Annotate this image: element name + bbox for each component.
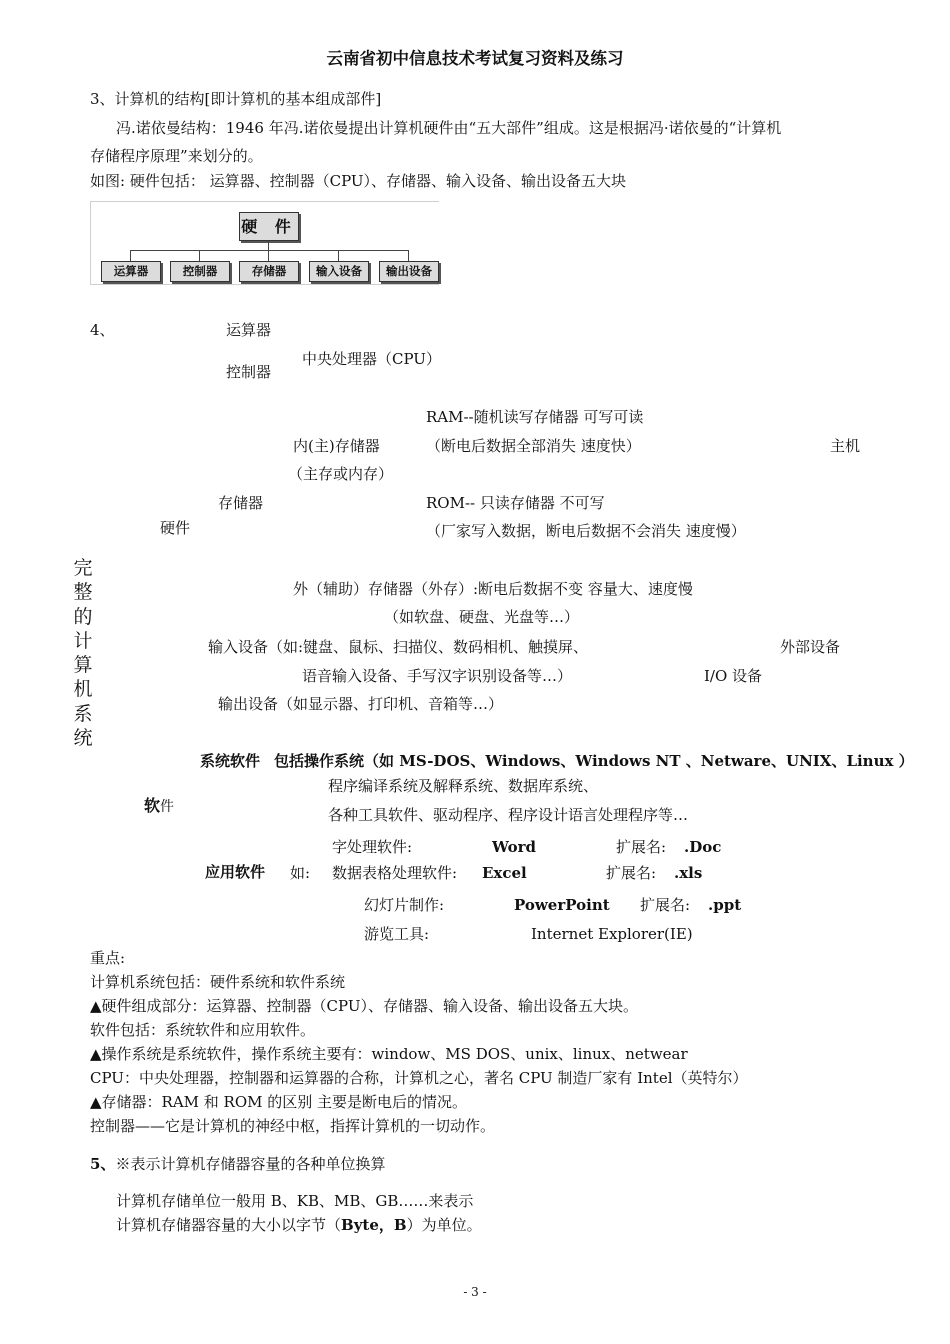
system-software-label: 系统软件 <box>200 752 261 770</box>
tree-rom-1: ROM-- 只读存储器 不可写 <box>426 494 605 512</box>
diagram-box-storage: 存储器 <box>239 261 299 282</box>
app-ppt-name: 幻灯片制作: <box>364 896 445 914</box>
section-5-title: ※表示计算机存储器容量的各种单位换算 <box>115 1155 386 1173</box>
page-number: - 3 - <box>463 1285 487 1299</box>
hardware-diagram <box>90 201 439 285</box>
system-software-line-2: 程序编译系统及解释系统、数据库系统、 <box>328 777 599 795</box>
app-excel-ext: .xls <box>674 864 703 882</box>
tree-ram-2: （断电后数据全部消失 速度快） <box>426 437 641 455</box>
app-word-ext: .Doc <box>684 838 722 856</box>
section-5-line-2 <box>116 1216 482 1236</box>
app-excel-ext-label: 扩展名: <box>606 864 657 882</box>
software-char: 软 <box>144 796 161 815</box>
vertical-title-char: 系 <box>73 702 93 725</box>
vertical-title <box>71 556 95 750</box>
section-5-heading <box>90 1155 385 1175</box>
keypoint-line: 计算机系统包括：硬件系统和软件系统 <box>90 973 346 991</box>
vertical-title-char: 的 <box>73 605 93 628</box>
diagram-box-alu: 运算器 <box>101 261 161 282</box>
vertical-title-char: 机 <box>73 678 93 701</box>
section-3-para-1: 冯.诺依曼结构：1946 年冯.诺依曼提出计算机硬件由“五大部件”组成。这是根据冯·诺依曼的“计算机 <box>116 119 782 137</box>
software-char: 件 <box>160 799 175 815</box>
tree-ram-1: RAM--随机读写存储器 可写可读 <box>426 408 644 426</box>
app-ie-name: 游览工具: <box>364 925 430 943</box>
page-title: 云南省初中信息技术考试复习资料及练习 <box>326 49 624 68</box>
diagram-root-box: 硬 件 <box>239 212 299 241</box>
tree-rom-2: （厂家写入数据，断电后数据不会消失 速度慢） <box>426 522 746 540</box>
vertical-title-char: 算 <box>73 654 93 677</box>
keypoint-line: CPU：中央处理器，控制器和运算器的合称，计算机之心，著名 CPU 制造厂家有 Intel（英特尔） <box>90 1069 748 1087</box>
section-5-number: 5、 <box>90 1155 116 1173</box>
app-ppt-ext: .ppt <box>708 896 742 914</box>
diagram-box-output: 输出设备 <box>379 261 439 282</box>
tree-io: I/O 设备 <box>704 667 763 685</box>
app-ppt-program: PowerPoint <box>514 896 610 914</box>
tree-input-1: 输入设备（如:键盘、鼠标、扫描仪、数码相机、触摸屏、 <box>208 638 589 656</box>
app-ppt-ext-label: 扩展名: <box>640 896 691 914</box>
vertical-title-char: 完 <box>73 557 93 579</box>
tree-storage: 存储器 <box>218 494 264 512</box>
tree-alu: 运算器 <box>226 321 272 339</box>
diagram-connector <box>268 241 269 250</box>
keypoint-line: ▲存储器：RAM 和 ROM 的区别 主要是断电后的情况。 <box>90 1093 468 1111</box>
diagram-connector <box>199 250 200 261</box>
tree-external-storage: 外（辅助）存储器（外存）:断电后数据不变 容量大、速度慢 <box>293 580 693 598</box>
section-4-number: 4、 <box>90 321 115 339</box>
tree-cpu: 中央处理器（CPU） <box>302 350 441 368</box>
diagram-connector <box>130 250 408 251</box>
app-ie-program: Internet Explorer(IE) <box>531 925 693 943</box>
diagram-connector <box>408 250 409 261</box>
section-5-line-2-post: ）为单位。 <box>406 1216 482 1234</box>
software-label <box>144 796 174 817</box>
system-software-line-3: 各种工具软件、驱动程序、程序设计语言处理程序等… <box>328 806 689 824</box>
application-software-such-as: 如: <box>290 864 311 882</box>
diagram-box-controller: 控制器 <box>170 261 230 282</box>
application-software-label: 应用软件 <box>205 863 266 881</box>
section-5-line-2-pre: 计算机存储器容量的大小以字节（ <box>116 1216 342 1234</box>
app-word-ext-label: 扩展名: <box>616 838 667 856</box>
vertical-title-char: 整 <box>73 581 93 604</box>
tree-peripheral: 外部设备 <box>780 638 841 656</box>
section-3-heading: 3、计算机的结构[即计算机的基本组成部件] <box>90 90 382 108</box>
keypoint-line: ▲操作系统是系统软件，操作系统主要有：window、MS DOS、unix、linux、netwear <box>90 1045 688 1063</box>
tree-output: 输出设备（如显示器、打印机、音箱等…） <box>218 695 504 713</box>
section-3-para-3: 如图: 硬件包括： 运算器、控制器（CPU）、存储器、输入设备、输出设备五大块 <box>90 172 627 190</box>
app-excel-program: Excel <box>482 864 527 882</box>
tree-input-2: 语音输入设备、手写汉字识别设备等…） <box>302 667 573 685</box>
tree-external-note: （如软盘、硬盘、光盘等…） <box>384 608 580 626</box>
keypoint-line: ▲硬件组成部分：运算器、控制器（CPU）、存储器、输入设备、输出设备五大块。 <box>90 997 638 1015</box>
keypoint-line: 软件包括：系统软件和应用软件。 <box>90 1021 316 1039</box>
tree-internal-storage: 内(主)存储器 <box>293 437 380 455</box>
section-5-line-1: 计算机存储单位一般用 B、KB、MB、GB……来表示 <box>116 1192 474 1210</box>
tree-controller: 控制器 <box>226 363 272 381</box>
section-5-line-2-unit: Byte，B <box>341 1216 407 1234</box>
keypoint-line: 控制器——它是计算机的神经中枢，指挥计算机的一切动作。 <box>90 1117 496 1135</box>
vertical-title-char: 统 <box>73 727 93 750</box>
vertical-title-char: 计 <box>73 629 93 652</box>
tree-internal-note: （主存或内存） <box>288 465 394 483</box>
diagram-connector <box>338 250 339 261</box>
diagram-connector <box>130 250 131 261</box>
diagram-connector <box>268 250 269 261</box>
diagram-box-input: 输入设备 <box>309 261 369 282</box>
app-word-program: Word <box>492 838 537 856</box>
app-word-name: 字处理软件: <box>332 838 413 856</box>
keypoints-heading: 重点: <box>90 949 126 967</box>
section-3-para-2: 存储程序原理”来划分的。 <box>90 147 263 165</box>
system-software-text: 包括操作系统（如 MS-DOS、Windows、Windows NT 、Netware、UNIX、Linux ） <box>274 752 914 770</box>
tree-host: 主机 <box>830 437 861 455</box>
app-excel-name: 数据表格处理软件: <box>332 864 458 882</box>
tree-hardware: 硬件 <box>160 519 191 537</box>
